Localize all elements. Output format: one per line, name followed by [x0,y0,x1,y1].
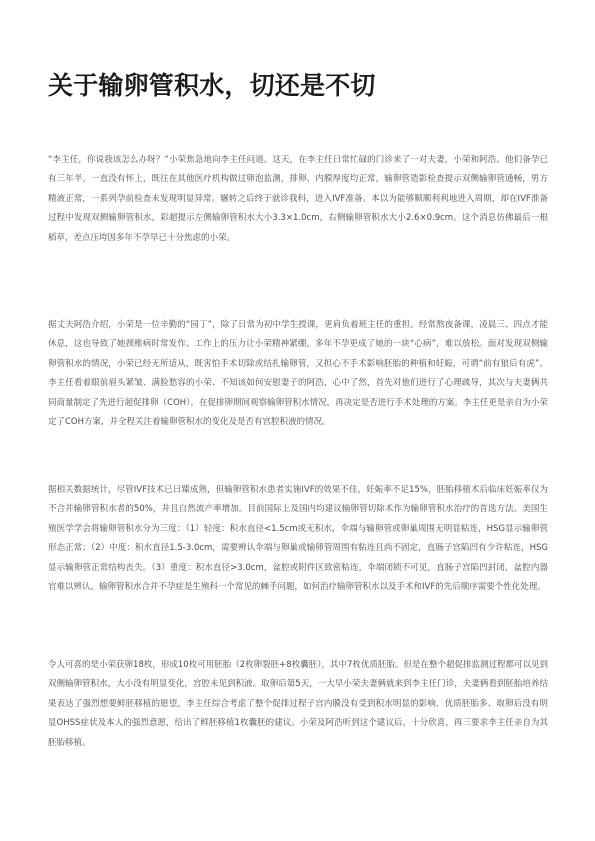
paragraph-2: 据丈夫阿浩介绍，小荣是一位辛勤的“园丁”，除了日常为初中学生授课，更肩负着班主任的重担。经常熬夜备课，凌晨三、四点才能休息，这也导致了她颈椎病时常发作。工作上的压力让小荣精神紧绷，多年不孕更成了她的一块“心病”，难以放松。面对发现双侧输卵管积水的情况，小荣已经无所适从，既害怕手术切除或结扎输卵管，又担心不手术影响胚胎的种植和妊娠，可谓“前有狼后有虎”。李主任看着眼前眉头紧皱、满脸愁容的小荣、不知该如何安慰妻子的阿浩，心中了然，首先对他们进行了心理疏导，其次与夫妻俩共同商量制定了先进行超促排卵（COH），在促排卵期间观察输卵管积水情况，再决定是否进行手术处理的方案。李主任更是亲自为小荣定了COH方案，并全程关注着输卵管积水的变化及是否有宫腔积液的情况。 [48,320,548,428]
paragraph-4: 令人可喜的是小荣获卵18枚，形成10枚可用胚胎（2枚卵裂胚+8枚囊胚），其中7枚优质胚胎。但是在整个超促排监测过程都可以见到双侧输卵管积水，大小没有明显变化，宫腔未见到积液。取卵后第5天，一大早小荣夫妻俩就来到李主任门诊，夫妻俩看到胚胎培养结果表达了强烈想要鲜胚移植的愿望，李主任综合考虑了整个促排过程子宫内膜没有受到积水明显的影响、优质胚胎多、取卵后没有明显OHSS症状及本人的强烈意愿，给出了鲜胚移植1枚囊胚的建议。小荣及阿浩听到这个建议后，十分欣喜，再三要求李主任亲自为其胚胎移植。 [48,660,548,748]
paragraph-3: 据相关数据统计，尽管IVF技术已日臻成熟，但输卵管积水患者实施IVF的效果不佳，妊娠率不足15%，胚胎移植术后临床妊娠率仅为不合并输卵管积水者的50%，并且自然流产率增加。目前国际上及国内均建议输卵管切除术作为输卵管积水治疗的首选方法。美国生殖医学学会将输卵管积水分为三度：（1）轻度：积水直径<1.5cm或无积水，伞端与输卵管或卵巢周围无明显粘连，HSG显示输卵管形态正常；（2）中度：积水直径1.5-3.0cm，需要辨认伞端与卵巢或输卵管周围有粘连且尚不固定，直肠子宫陷凹有少许粘连，HSG显示输卵管正常结构丧失。（3）重度：积水直径>3.0cm，盆腔或附件区致密粘连，伞端闭锁不可见，直肠子宫陷凹封闭，盆腔内器官难以辨认。输卵管积水合并不孕症是生殖科一个常见的棘手问题，如何治疗输卵管积水以及手术和IVF的先后顺序需要个性化处理。 [48,485,548,593]
paragraph-1: “李主任，你说我该怎么办呀？”小荣焦急地向李主任问道。这天，在李主任日常忙碌的门诊来了一对夫妻，小荣和阿浩。他们备孕已有三年半，一直没有怀上，既往在其他医疗机构做过卵泡监测，排卵、内膜厚度均正常，输卵管造影检查提示双侧输卵管通畅，男方精液正常，一系列孕前检查未发现明显异常。辗转之后终于就诊我科，进入IVF准备。本以为能够顺顺利利地进入周期，却在IVF准备过程中发现双侧输卵管积水，彩超提示左侧输卵管积水大小3.3×1.0cm，右侧输卵管积水大小2.6×0.9cm。这个消息仿佛最后一根稻草，差点压垮因多年不孕早已十分焦虑的小荣。 [48,155,548,243]
document-title: 关于输卵管积水，切还是不切 [48,71,376,100]
